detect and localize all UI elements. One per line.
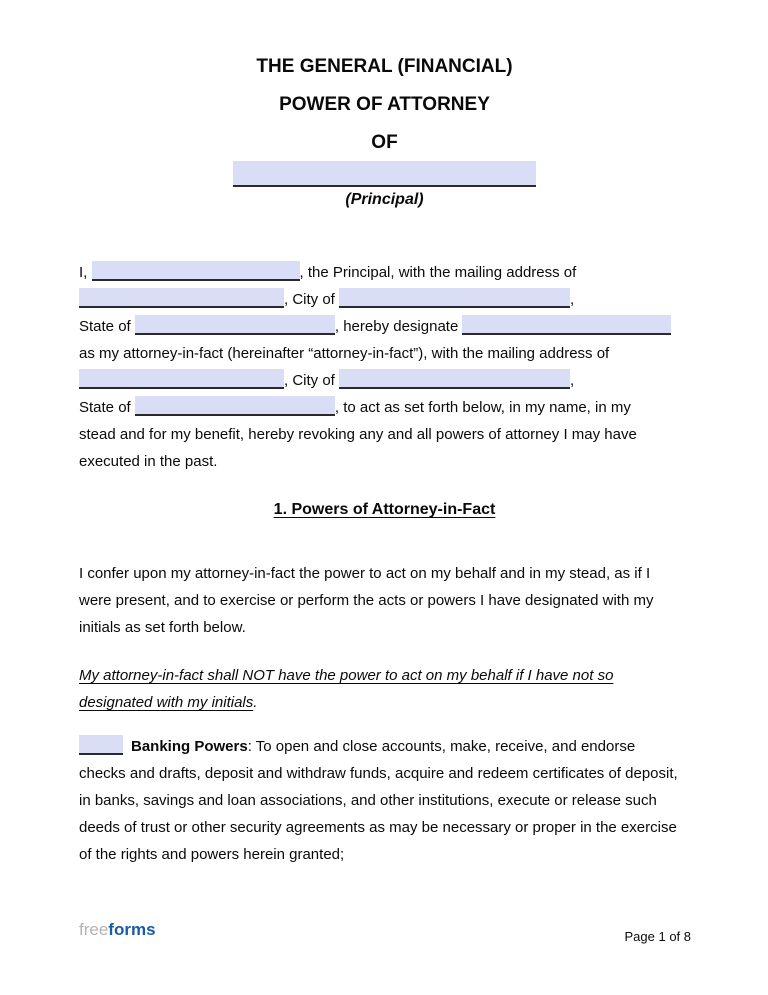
banking-powers-paragraph (79, 733, 690, 868)
text-segment: , (570, 372, 575, 389)
text-segment: , the Principal, with the mailing address of (299, 264, 577, 281)
text-segment: I, (79, 264, 92, 281)
notice-paragraph (79, 662, 690, 716)
text-segment: , (570, 291, 575, 308)
banking-initials-field[interactable] (79, 735, 123, 755)
banking-line-5: of the rights and powers herein granted; (79, 846, 345, 863)
intro-line-8: executed in the past. (79, 453, 218, 470)
notice-period: . (253, 694, 258, 711)
intro-line-4: as my attorney-in-fact (hereinafter “attorney-in-fact”), with the mailing address of (79, 345, 610, 362)
section-1-heading (79, 500, 690, 520)
confer-line-2: were present, and to exercise or perform the acts or powers I have designated with my (79, 592, 654, 609)
principal-address-field[interactable] (79, 288, 284, 308)
banking-line-3: in banks, savings and loan associations, and other institutions, execute or release such (79, 792, 657, 809)
freeforms-logo (79, 920, 156, 940)
text-segment: , hereby designate (334, 318, 463, 335)
principal-name-inline-field[interactable] (92, 261, 300, 281)
section-1-heading-text: 1. Powers of Attorney-in-Fact (273, 501, 496, 518)
page-indicator: Page 1 of 8 (624, 929, 691, 944)
confer-line-3: initials as set forth below. (79, 619, 246, 636)
intro-line-7: stead and for my benefit, hereby revoking any and all powers of attorney I may have (79, 426, 637, 443)
attorney-city-field[interactable] (339, 369, 570, 389)
notice-text: designated with my initials (79, 694, 254, 711)
brand-forms-text: forms (108, 920, 156, 939)
banking-line-4: deeds of trust or other security agreements as may be necessary or proper in the exercise (79, 819, 677, 836)
intro-line-6 (79, 394, 690, 421)
document-title-line3: OF (371, 132, 398, 153)
attorney-name-field[interactable] (462, 315, 671, 335)
attorney-address-field[interactable] (79, 369, 284, 389)
intro-paragraph (79, 259, 690, 475)
notice-line-1 (79, 662, 690, 689)
title-block (79, 57, 690, 209)
intro-line-5 (79, 367, 690, 394)
text-segment: , City of (284, 372, 340, 389)
principal-name-field[interactable] (233, 161, 536, 187)
text-segment: State of (79, 399, 135, 416)
principal-caption: (Principal) (345, 191, 424, 208)
intro-line-2 (79, 286, 690, 313)
principal-state-field[interactable] (135, 315, 335, 335)
banking-line-1 (79, 733, 690, 760)
banking-powers-label: Banking Powers (131, 738, 248, 755)
brand-free-text: free (79, 920, 109, 939)
document-title-line2: POWER OF ATTORNEY (279, 94, 490, 115)
confer-paragraph (79, 560, 690, 641)
text-segment: : To open and close accounts, make, receive, and endorse (247, 738, 636, 755)
banking-line-2: checks and drafts, deposit and withdraw funds, acquire and redeem certificates of deposit, (79, 765, 678, 782)
notice-line-2 (79, 689, 690, 716)
text-segment: , to act as set forth below, in my name, in my (334, 399, 631, 416)
intro-line-1 (79, 259, 690, 286)
confer-line-1: I confer upon my attorney-in-fact the power to act on my behalf and in my stead, as if I (79, 565, 651, 582)
text-segment: State of (79, 318, 135, 335)
principal-city-field[interactable] (339, 288, 570, 308)
intro-line-3 (79, 313, 690, 340)
document-title-line1: THE GENERAL (FINANCIAL) (256, 56, 513, 77)
attorney-state-field[interactable] (135, 396, 335, 416)
text-segment: , City of (284, 291, 340, 308)
notice-text: My attorney-in-fact shall NOT have the power to act on my behalf if I have not so (79, 667, 614, 684)
